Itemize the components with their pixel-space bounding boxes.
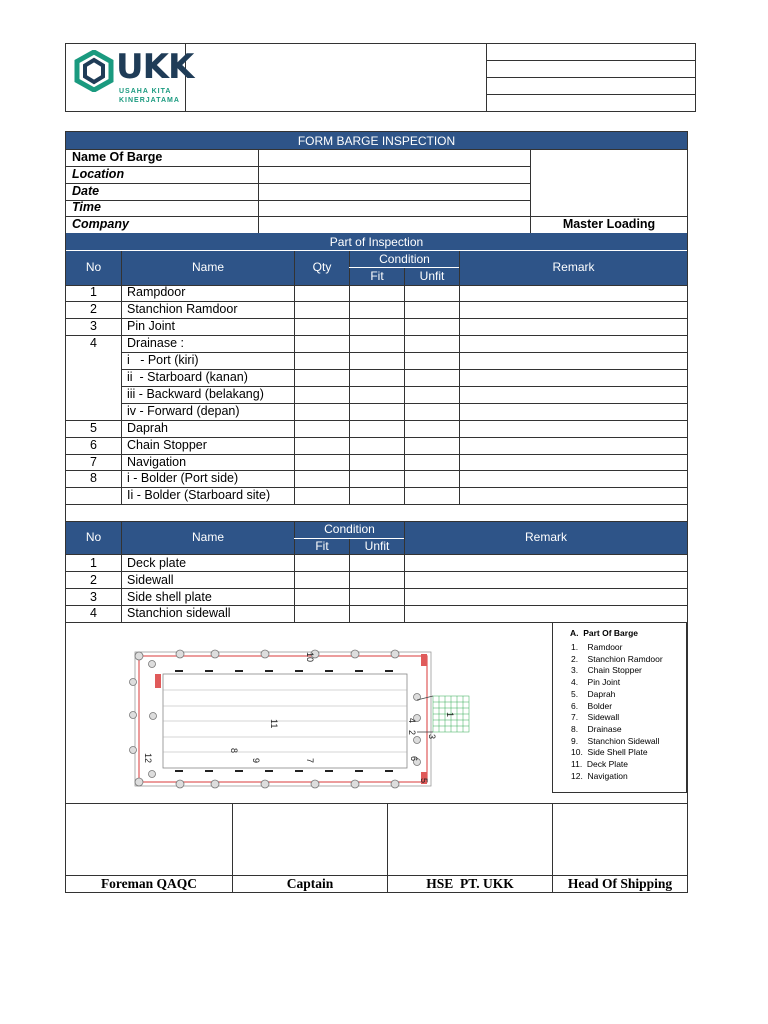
diagram-label-5: 5: [419, 778, 429, 784]
header-field-3: [487, 78, 695, 95]
diagram-label-4: 4: [407, 718, 417, 724]
t1-header-fit: Fit: [370, 269, 384, 283]
signature-label-foreman: Foreman QAQC: [100, 876, 198, 891]
company-input[interactable]: [259, 217, 529, 233]
table-row-name: i - Bolder (Port side): [127, 471, 239, 485]
table-row-no: 2: [90, 573, 97, 587]
diagram-label-12: 12: [143, 753, 153, 764]
part-of-inspection-heading: Part of Inspection: [66, 233, 687, 250]
signature-box-hse[interactable]: [388, 804, 552, 875]
table-row-no: 3: [90, 590, 97, 604]
table-row-no: 2: [90, 302, 97, 316]
table-row-name: Ii - Bolder (Starboard site): [127, 488, 271, 502]
table-row-name: Pin Joint: [127, 319, 175, 333]
legend-item: 12. Navigation: [571, 771, 628, 781]
signature-box-foreman[interactable]: [66, 804, 232, 875]
header-field-4: [487, 95, 695, 111]
t2-header-remark: Remark: [524, 530, 567, 544]
table-row-no: 8: [90, 471, 97, 485]
table-row-no: 1: [90, 285, 97, 299]
logo: [66, 44, 194, 111]
form-title: FORM BARGE INSPECTION: [66, 132, 687, 149]
table-row-name: Rampdoor: [127, 285, 186, 299]
t2-header-unfit: Unfit: [364, 539, 390, 553]
diagram-label-6: 6: [409, 756, 419, 762]
logo-wordmark: UKK: [116, 47, 194, 87]
table-row-no: 1: [90, 556, 97, 570]
table-row-name: Side shell plate: [127, 590, 212, 604]
diagram-label-10: 10: [305, 652, 315, 663]
table-row-name: i - Port (kiri): [127, 353, 199, 367]
legend-item: 7. Sidewall: [571, 712, 620, 722]
t1-header-name: Name: [191, 260, 224, 274]
t1-header-unfit: Unfit: [419, 269, 445, 283]
diagram-label-9: 9: [251, 758, 261, 764]
legend-item: 10. Side Shell Plate: [571, 747, 648, 757]
legend-item: 1. Ramdoor: [571, 642, 623, 652]
table-row-no: 4: [90, 606, 97, 620]
table-row-name: Daprah: [127, 421, 168, 435]
t2-header-condition: Condition: [324, 522, 375, 536]
signature-label-captain: Captain: [286, 876, 334, 891]
location-input[interactable]: [259, 167, 529, 183]
header-title-cell: [186, 44, 487, 111]
logo-subtitle-line1: USAHA KITA: [119, 88, 172, 95]
legend-item: 9. Stanchion Sidewall: [571, 736, 660, 746]
legend-item: 6. Bolder: [571, 701, 613, 711]
hexagon-logo-icon: [73, 50, 115, 92]
table-row-name: Stanchion sidewall: [127, 606, 231, 620]
table-row-name: ii - Starboard (kanan): [127, 370, 248, 384]
legend-item: 11. Deck Plate: [571, 759, 629, 769]
t1-header-no: No: [85, 260, 102, 274]
header-field-2: [487, 61, 695, 78]
diagram-label-11: 11: [269, 719, 279, 729]
time-input[interactable]: [259, 201, 529, 216]
signature-label-head-of-shipping: Head Of Shipping: [567, 876, 673, 891]
table-row-no: 4: [90, 336, 97, 350]
table-row-name: Chain Stopper: [127, 438, 207, 452]
t2-header-name: Name: [191, 530, 224, 544]
table-row-name: iv - Forward (depan): [127, 404, 240, 418]
barge-diagram: [125, 640, 475, 800]
master-loading-label: Master Loading: [562, 217, 656, 231]
document-header: [65, 43, 696, 112]
table-row-name: Sidewall: [127, 573, 174, 587]
signature-box-captain[interactable]: [233, 804, 387, 875]
legend-item: 4. Pin Joint: [571, 677, 621, 687]
field-date: Date: [72, 184, 100, 198]
field-location: Location: [72, 167, 125, 181]
table-row-no: 6: [90, 438, 97, 452]
field-time: Time: [72, 200, 101, 214]
diagram-label-8: 8: [229, 748, 239, 754]
logo-subtitle-line2: KINERJATAMA: [119, 97, 180, 104]
legend-item: 2. Stanchion Ramdoor: [571, 654, 663, 664]
table-row-no: 3: [90, 319, 97, 333]
legend-item: 5. Daprah: [571, 689, 616, 699]
table-row-no: 5: [90, 421, 97, 435]
t1-header-condition: Condition: [379, 252, 430, 266]
field-name-of-barge: Name Of Barge: [72, 150, 163, 164]
legend-item: 8. Drainase: [571, 724, 622, 734]
diagram-label-1: 1: [445, 712, 455, 718]
part-of-barge-legend: [552, 622, 687, 793]
t1-header-qty: Qty: [312, 260, 332, 274]
legend-title: A. Part Of Barge: [570, 628, 639, 638]
field-company: Company: [72, 217, 129, 231]
diagram-label-2: 2: [407, 730, 417, 736]
table-row-name: Stanchion Ramdoor: [127, 302, 238, 316]
table-row-name: Navigation: [127, 455, 187, 469]
table-row-no: 7: [90, 455, 97, 469]
header-field-1: [487, 44, 695, 61]
t1-header-remark: Remark: [552, 260, 595, 274]
signature-label-hse: HSE PT. UKK: [426, 876, 514, 891]
diagram-label-7: 7: [305, 758, 315, 764]
signature-box-head-of-shipping[interactable]: [553, 804, 687, 875]
date-input[interactable]: [259, 184, 529, 200]
t2-header-no: No: [85, 530, 102, 544]
table-row-name: iii - Backward (belakang): [127, 387, 264, 401]
master-loading-signature-area[interactable]: [531, 150, 687, 216]
table-row-name: Deck plate: [127, 556, 187, 570]
name-of-barge-input[interactable]: [259, 150, 529, 166]
diagram-label-3: 3: [427, 734, 437, 740]
legend-item: 3. Chain Stopper: [571, 665, 642, 675]
table-row-name: Drainase :: [127, 336, 184, 350]
t2-header-fit: Fit: [315, 539, 329, 553]
